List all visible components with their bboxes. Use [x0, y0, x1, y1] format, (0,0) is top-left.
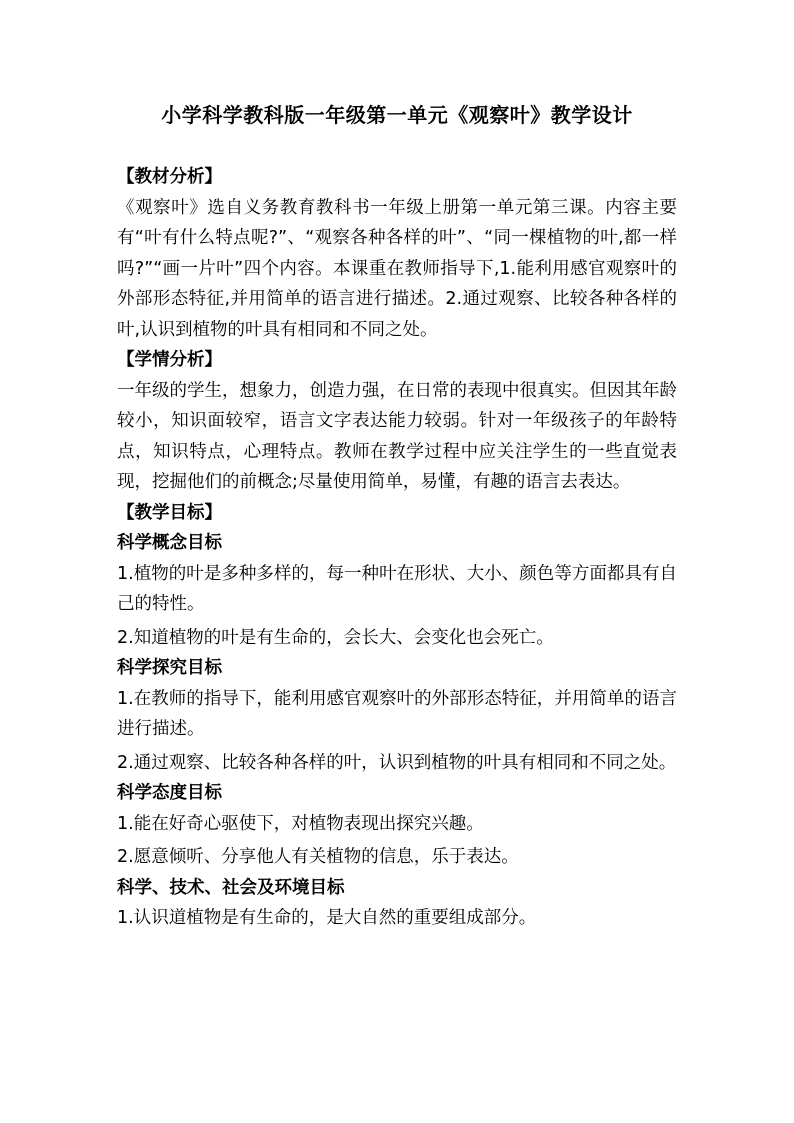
stse-item-1: 1.认识道植物是有生命的，是大自然的重要组成部分。 — [117, 908, 537, 928]
science-concept-item-1: 1.植物的叶是多种多样的，每一种叶在形状、大小、颜色等方面都具有自己的特性。 — [117, 563, 677, 614]
science-inquiry-title: 科学探究目标 — [117, 658, 222, 678]
science-inquiry-item-2: 2.通过观察、比较各种各样的叶，认识到植物的叶具有相同和不同之处。 — [117, 752, 677, 773]
document-title: 小学科学教科版一年级第一单元《观察叶》教学设计 — [161, 103, 633, 127]
science-attitude-item-1: 1.能在好奇心驱使下，对植物表现出探究兴趣。 — [117, 813, 484, 834]
objectives-heading: 【教学目标】 — [117, 502, 222, 523]
learner-analysis-text: 一年级的学生，想象力，创造力强，在日常的表现中很真实。但因其年龄较小，知识面较窄，语言文字表达能力较弱。针对一年级孩子的年龄特点，知识特点，心理特点。教师在教学过程中应关注学生的一些直觉表现，挖掘他们的前概念;尽量使用简单，易懂，有趣的语言去表达。 — [117, 380, 677, 492]
science-concept-item-2: 2.知道植物的叶是有生命的，会长大、会变化也会死亡。 — [117, 627, 554, 648]
science-inquiry-item-1: 1.在教师的指导下，能利用感官观察叶的外部形态特征，并用简单的语言进行描述。 — [117, 688, 677, 739]
learner-analysis-heading: 【学情分析】 — [117, 350, 222, 370]
science-attitude-item-2: 2.愿意倾听、分享他人有关植物的信息，乐于表达。 — [117, 847, 519, 867]
material-analysis-text: 《观察叶》选自义务教育教科书一年级上册第一单元第三课。内容主要有“叶有什么特点呢?”、“观察各种各样的叶”、“同一棵植物的叶,都一样吗?”“画一片叶”四个内容。本课重在教师指导下,1.能利用感官观察叶的外部形态特征,并用简单的语言进行描述。2.通过观察、比较各种各样的叶,认识到植物的叶具有相同和不同之处。 — [117, 197, 677, 340]
material-analysis-heading: 【教材分析】 — [117, 167, 222, 187]
science-concept-title: 科学概念目标 — [117, 533, 222, 553]
science-attitude-title: 科学态度目标 — [117, 783, 222, 803]
document-body — [117, 162, 677, 934]
stse-title: 科学、技术、社会及环境目标 — [117, 877, 345, 898]
